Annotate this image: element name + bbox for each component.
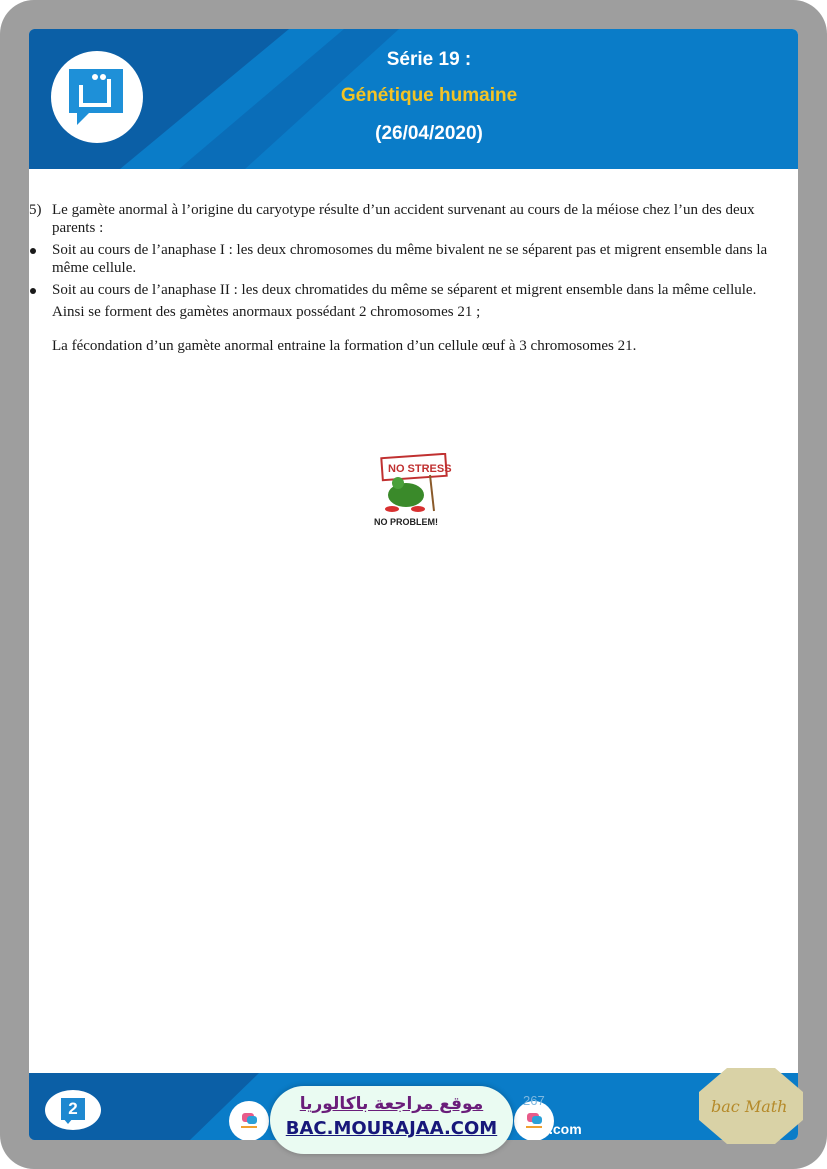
bullet-text: Soit au cours de l’anaphase I : les deux chromosomes du même bivalent ne se séparent pas et migrent ensemble dans la même cellule. xyxy=(52,242,768,276)
no-stress-sticker xyxy=(372,453,476,529)
sticker-top-text: NO STRESS xyxy=(388,463,452,475)
footer-faint-domain: .com xyxy=(549,1121,582,1137)
brand-logo xyxy=(51,51,143,143)
bullet-icon xyxy=(30,288,36,294)
header-banner xyxy=(29,29,798,169)
serie-title: Série 19 : xyxy=(386,49,472,70)
answer-item-5 xyxy=(29,201,789,237)
conclusion-line: Ainsi se forment des gamètes anormaux possédant 2 chromosomes 21 ; xyxy=(52,304,481,320)
site-logo-icon xyxy=(229,1101,269,1140)
page-number-badge xyxy=(45,1090,101,1130)
bullet-icon xyxy=(30,248,36,254)
turtle-sign-icon xyxy=(372,453,476,529)
site-url[interactable]: BAC.MOURAJAA.COM xyxy=(285,1118,498,1139)
footer-faint-number: 267 xyxy=(523,1093,545,1108)
badge-tail xyxy=(63,1118,73,1124)
page-number: 2 xyxy=(61,1098,85,1120)
bullet-item xyxy=(29,241,789,277)
item-text: Le gamète anormal à l’origine du caryotype résulte d’un accident survenant au cours de la méiose chez l’un des deux parents : xyxy=(52,202,755,236)
date-title: (26/04/2020) xyxy=(375,123,483,144)
bacmath-logo xyxy=(697,1066,805,1146)
bullet-item xyxy=(29,281,789,299)
site-link-badge[interactable] xyxy=(270,1086,513,1154)
answer-content xyxy=(29,201,789,359)
item-number: 5) xyxy=(29,202,42,218)
document-page xyxy=(29,29,798,1140)
subject-title: Génétique humaine xyxy=(340,85,518,106)
bacmath-text: bac Math xyxy=(711,1097,788,1116)
bullet-text: Soit au cours de l’anaphase II : les deux chromatides du même se séparent et migrent ensemble dans la même cellule. xyxy=(52,282,757,298)
fecondation-line: La fécondation d’un gamète anormal entraine la formation d’un cellule œuf à 3 chromosomes 21. xyxy=(52,338,637,354)
speech-bubble-logo-icon xyxy=(65,63,129,131)
sticker-bottom-text: NO PROBLEM! xyxy=(374,517,438,527)
site-arabic-name[interactable]: موقع مراجعة باكالوريا xyxy=(299,1094,484,1114)
octagon-logo-icon xyxy=(697,1066,805,1146)
